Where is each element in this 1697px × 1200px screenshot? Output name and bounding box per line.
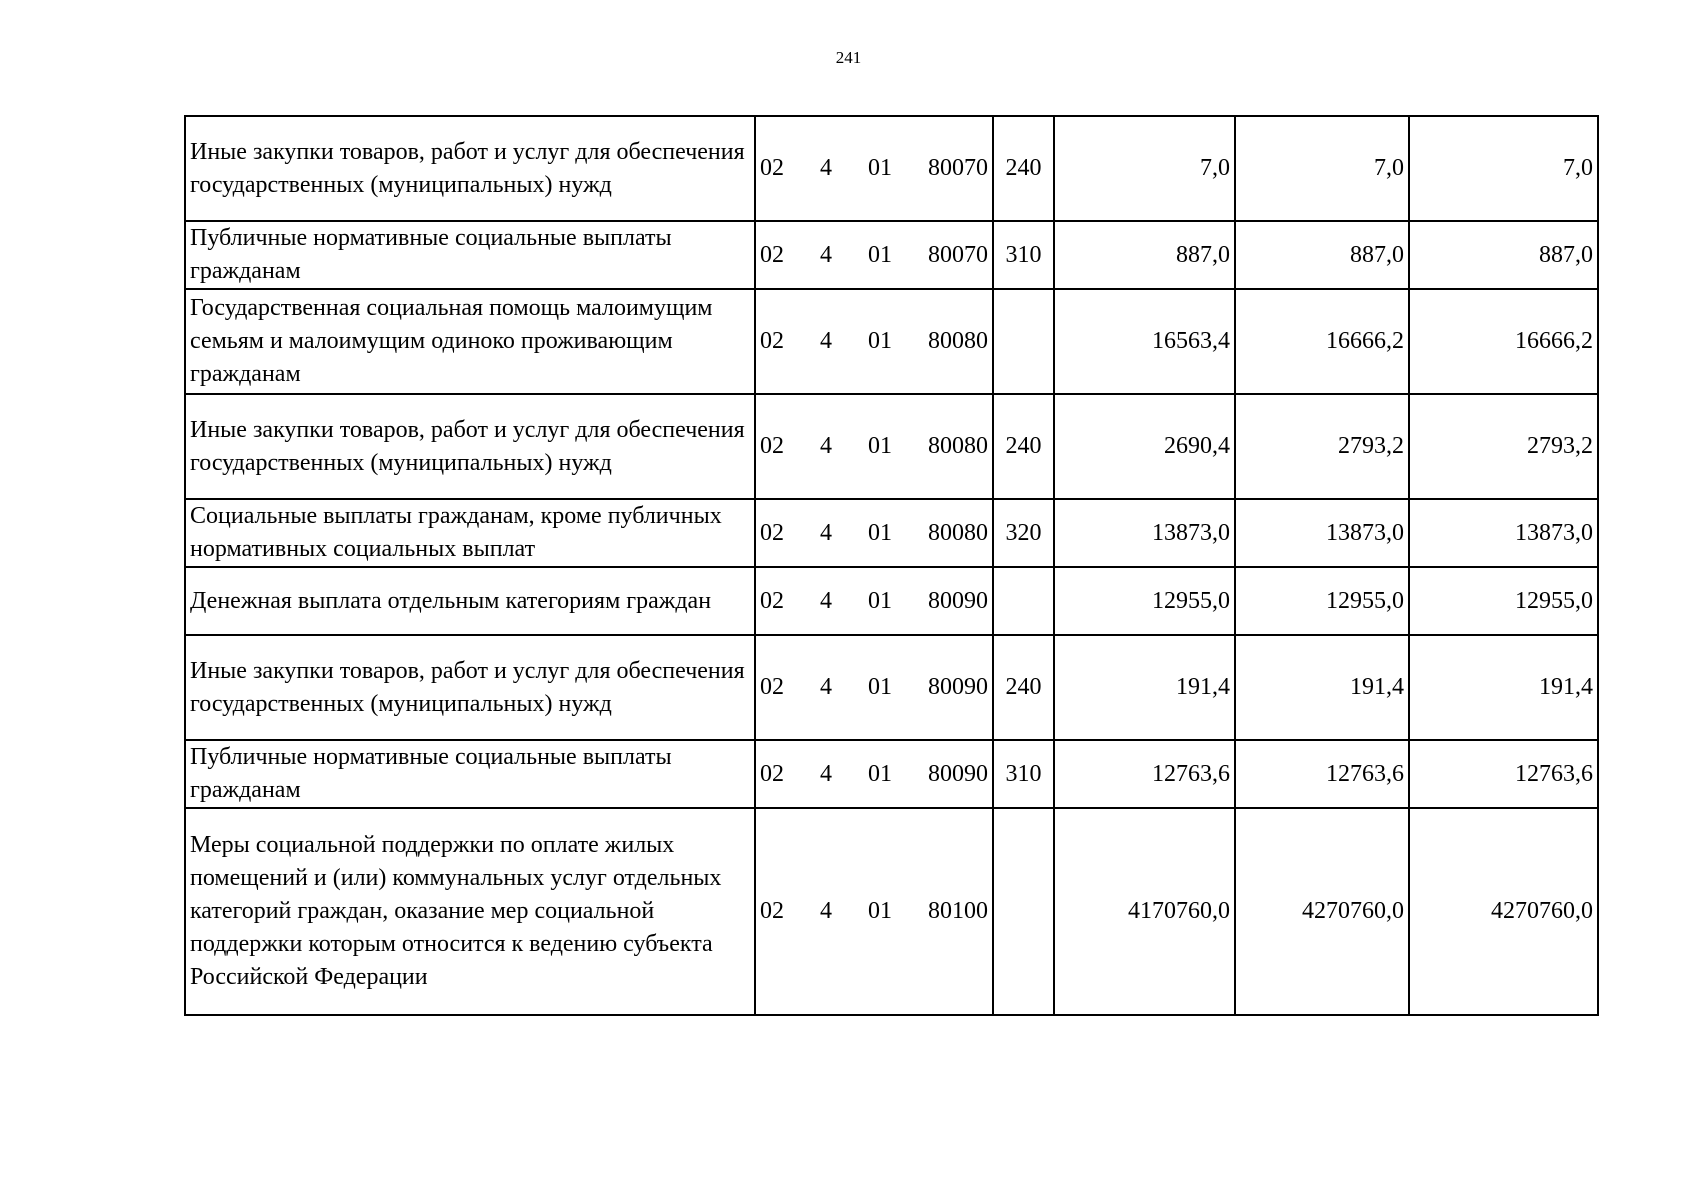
code-event: 01 — [868, 519, 892, 546]
expense-name: Социальные выплаты гражданам, кроме публичных нормативных социальных выплат — [185, 499, 755, 567]
expense-type-code: 310 — [993, 221, 1054, 289]
amount-year-2: 2793,2 — [1235, 394, 1409, 499]
table-row — [185, 567, 1598, 635]
code-direction: 80090 — [928, 587, 988, 614]
code-event: 01 — [868, 898, 892, 924]
code-program: 02 — [760, 328, 784, 354]
amount-year-3: 2793,2 — [1409, 394, 1598, 499]
code-subprogram: 4 — [820, 155, 832, 181]
code-program: 02 — [760, 587, 784, 614]
table-row — [185, 116, 1598, 221]
code-subprogram: 4 — [820, 433, 832, 459]
code-subprogram: 4 — [820, 760, 832, 787]
amount-year-3: 887,0 — [1409, 221, 1598, 289]
code-event: 01 — [868, 433, 892, 459]
code-event: 01 — [868, 328, 892, 354]
expense-type-code — [993, 567, 1054, 635]
target-article-code — [755, 808, 993, 1015]
expense-type-code: 310 — [993, 740, 1054, 808]
amount-year-1: 16563,4 — [1054, 289, 1235, 394]
table-row — [185, 394, 1598, 499]
expense-name: Меры социальной поддержки по оплате жилых помещений и (или) коммунальных услуг отдельных категорий граждан, оказание мер социальной поддержки которым относится к ведению субъекта Российской Федерации — [185, 808, 755, 1015]
expense-name: Публичные нормативные социальные выплаты гражданам — [185, 740, 755, 808]
amount-year-1: 4170760,0 — [1054, 808, 1235, 1015]
target-article-code — [755, 394, 993, 499]
page-number: 241 — [835, 48, 862, 67]
target-article-code — [755, 499, 993, 567]
expense-type-code: 240 — [993, 394, 1054, 499]
target-article-code — [755, 567, 993, 635]
code-event: 01 — [868, 760, 892, 787]
expense-type-code: 240 — [993, 116, 1054, 221]
code-program: 02 — [760, 241, 784, 268]
code-program: 02 — [760, 155, 784, 181]
amount-year-3: 4270760,0 — [1409, 808, 1598, 1015]
target-article-code — [755, 289, 993, 394]
code-direction: 80100 — [928, 898, 988, 924]
code-program: 02 — [760, 519, 784, 546]
amount-year-3: 7,0 — [1409, 116, 1598, 221]
expense-name: Публичные нормативные социальные выплаты гражданам — [185, 221, 755, 289]
table-row — [185, 635, 1598, 740]
code-subprogram: 4 — [820, 674, 832, 700]
expense-name: Денежная выплата отдельным категориям граждан — [185, 567, 755, 635]
code-program: 02 — [760, 674, 784, 700]
target-article-code — [755, 740, 993, 808]
amount-year-2: 12763,6 — [1235, 740, 1409, 808]
code-event: 01 — [868, 587, 892, 614]
amount-year-2: 4270760,0 — [1235, 808, 1409, 1015]
expense-name: Иные закупки товаров, работ и услуг для обеспечения государственных (муниципальных) нужд — [185, 394, 755, 499]
table-row — [185, 499, 1598, 567]
code-direction: 80080 — [928, 519, 988, 546]
code-program: 02 — [760, 433, 784, 459]
code-subprogram: 4 — [820, 241, 832, 268]
expense-type-code: 320 — [993, 499, 1054, 567]
budget-table — [184, 115, 1599, 1016]
amount-year-3: 12763,6 — [1409, 740, 1598, 808]
code-direction: 80090 — [928, 760, 988, 787]
amount-year-3: 191,4 — [1409, 635, 1598, 740]
amount-year-1: 7,0 — [1054, 116, 1235, 221]
amount-year-3: 16666,2 — [1409, 289, 1598, 394]
amount-year-1: 13873,0 — [1054, 499, 1235, 567]
code-event: 01 — [868, 241, 892, 268]
table-row — [185, 289, 1598, 394]
amount-year-1: 12955,0 — [1054, 567, 1235, 635]
amount-year-2: 12955,0 — [1235, 567, 1409, 635]
amount-year-1: 191,4 — [1054, 635, 1235, 740]
expense-type-code — [993, 808, 1054, 1015]
code-subprogram: 4 — [820, 519, 832, 546]
code-direction: 80080 — [928, 328, 988, 354]
amount-year-2: 7,0 — [1235, 116, 1409, 221]
amount-year-2: 16666,2 — [1235, 289, 1409, 394]
code-event: 01 — [868, 155, 892, 181]
code-subprogram: 4 — [820, 328, 832, 354]
expense-name: Иные закупки товаров, работ и услуг для обеспечения государственных (муниципальных) нужд — [185, 635, 755, 740]
code-direction: 80070 — [928, 241, 988, 268]
table-row — [185, 740, 1598, 808]
code-program: 02 — [760, 760, 784, 787]
amount-year-1: 887,0 — [1054, 221, 1235, 289]
code-subprogram: 4 — [820, 587, 832, 614]
code-event: 01 — [868, 674, 892, 700]
code-direction: 80090 — [928, 674, 988, 700]
code-direction: 80080 — [928, 433, 988, 459]
expense-type-code: 240 — [993, 635, 1054, 740]
amount-year-2: 13873,0 — [1235, 499, 1409, 567]
expense-name: Иные закупки товаров, работ и услуг для обеспечения государственных (муниципальных) нужд — [185, 116, 755, 221]
amount-year-2: 887,0 — [1235, 221, 1409, 289]
code-program: 02 — [760, 898, 784, 924]
code-subprogram: 4 — [820, 898, 832, 924]
amount-year-1: 2690,4 — [1054, 394, 1235, 499]
table-row — [185, 221, 1598, 289]
amount-year-3: 12955,0 — [1409, 567, 1598, 635]
target-article-code — [755, 221, 993, 289]
target-article-code — [755, 635, 993, 740]
amount-year-1: 12763,6 — [1054, 740, 1235, 808]
code-direction: 80070 — [928, 155, 988, 181]
expense-name: Государственная социальная помощь малоимущим семьям и малоимущим одиноко проживающим гражданам — [185, 289, 755, 394]
expense-type-code — [993, 289, 1054, 394]
amount-year-2: 191,4 — [1235, 635, 1409, 740]
table-row — [185, 808, 1598, 1015]
amount-year-3: 13873,0 — [1409, 499, 1598, 567]
target-article-code — [755, 116, 993, 221]
